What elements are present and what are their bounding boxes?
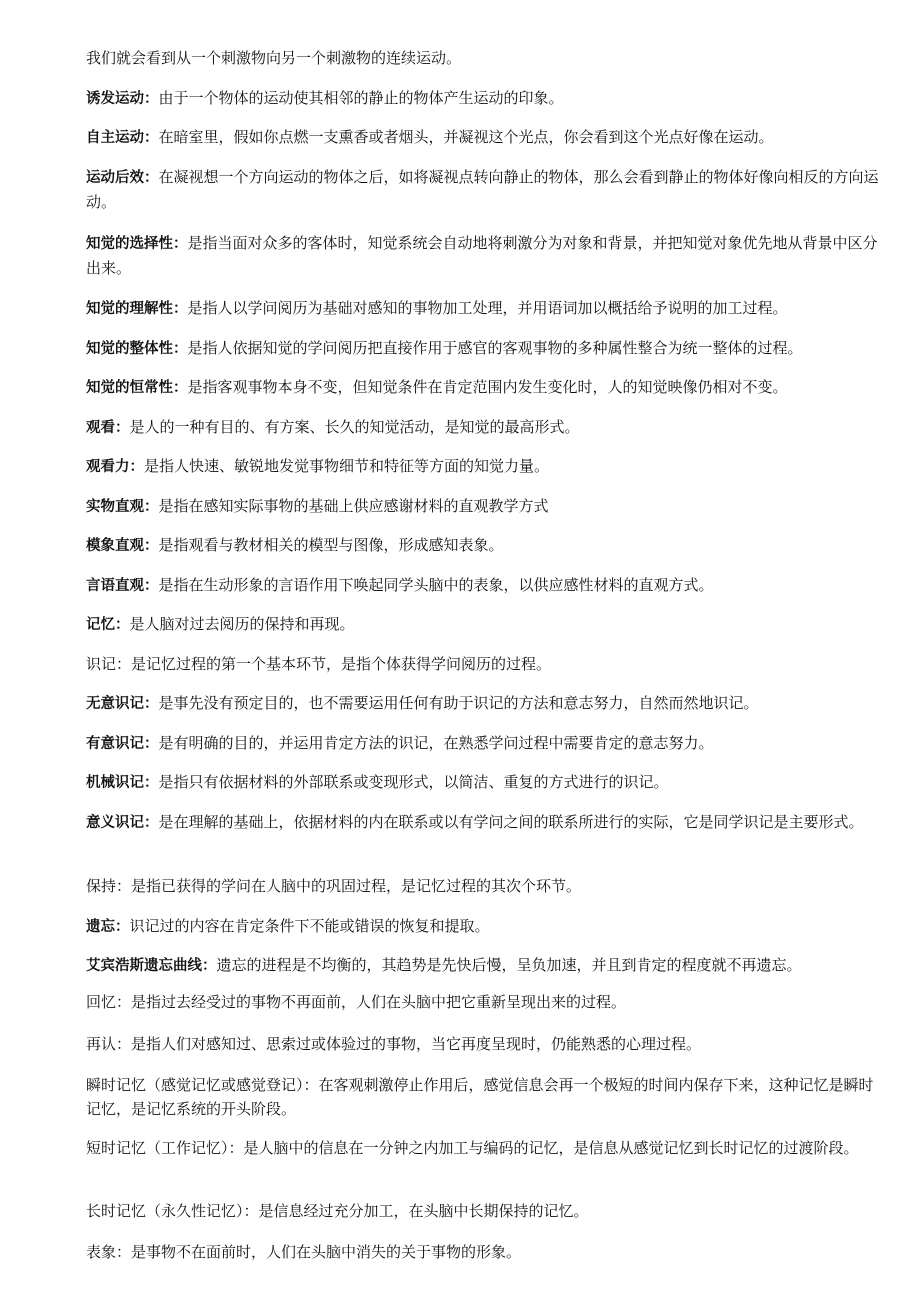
term-separator: ： — [173, 236, 188, 252]
term-label: 短时记忆（工作记忆） — [86, 1139, 229, 1157]
paragraph — [86, 691, 886, 716]
term-label: 知觉的整体性 — [86, 341, 173, 357]
paragraph — [86, 533, 886, 558]
term-label: 运动后效 — [86, 170, 144, 186]
term-label: 知觉的选择性 — [86, 236, 173, 252]
definition-text: 在凝视想一个方向运动的物体之后，如将凝视点转向静止的物体，那么会看到静止的物体好像向相反的方向运动。 — [86, 168, 879, 211]
paragraph — [86, 1199, 886, 1223]
definition-text: 是指人们对感知过、思索过或体验过的事物，当它再度呈现时，仍能熟悉的心理过程。 — [131, 1035, 702, 1053]
paragraph — [86, 612, 886, 637]
definition-text: 遗忘的进程是不均衡的，其趋势是先快后慢，呈负加速，并且到肯定的程度就不再遗忘。 — [216, 956, 802, 974]
paragraph — [86, 231, 886, 280]
term-separator: ： — [228, 1139, 244, 1157]
term-separator: ： — [144, 775, 159, 791]
term-label: 自主运动 — [86, 130, 144, 146]
definition-text: 是事先没有预定目的，也不需要运用任何有助于识记的方法和意志努力，自然而然地识记。 — [158, 694, 759, 712]
term-label: 有意识记 — [86, 736, 144, 752]
term-label: 诱发运动 — [86, 91, 144, 107]
definition-text: 是人的一种有目的、有方案、长久的知觉活动，是知觉的最高形式。 — [129, 418, 580, 436]
term-separator: ： — [173, 301, 188, 317]
paragraph — [86, 1073, 886, 1121]
paragraph — [86, 731, 886, 756]
paragraph — [86, 953, 886, 978]
term-label: 知觉的理解性 — [86, 301, 173, 317]
definition-text: 是在理解的基础上，依据材料的内在联系或以有学问之间的联系所进行的实际，它是同学识记是主要形式。 — [158, 813, 864, 831]
definition-text: 是指已获得的学问在人脑中的巩固过程，是记忆过程的其次个环节。 — [131, 877, 582, 895]
paragraph — [86, 1136, 886, 1160]
paragraph — [86, 454, 886, 479]
definition-text: 是指人依据知觉的学问阅历把直接作用于感官的客观事物的多种属性整合为统一整体的过程。 — [187, 339, 803, 357]
term-separator: ： — [144, 91, 159, 107]
term-label: 回忆 — [86, 993, 117, 1011]
term-separator: ： — [116, 877, 132, 895]
definition-text: 由于一个物体的运动使其相邻的静止的物体产生运动的印象。 — [158, 89, 564, 107]
paragraph — [86, 125, 886, 150]
definition-text: 我们就会看到从一个刺激物向另一个刺激物的连续运动。 — [86, 49, 462, 67]
term-separator: ： — [116, 1035, 132, 1053]
definition-text: 是指人快速、敏锐地发觉事物细节和特征等方面的知觉力量。 — [144, 457, 550, 475]
term-label: 言语直观 — [86, 578, 144, 594]
term-separator: ： — [243, 1202, 259, 1220]
term-label: 实物直观 — [86, 499, 144, 515]
term-separator: ： — [144, 538, 159, 554]
paragraph — [86, 652, 886, 676]
definition-text: 是人脑中的信息在一分钟之内加工与编码的记忆，是信息从感觉记忆到长时记忆的过渡阶段。 — [243, 1139, 859, 1157]
definition-text: 是指当面对众多的客体时，知觉系统会自动地将刺激分为对象和背景，并把知觉对象优先地从背景中区分出来。 — [86, 234, 878, 277]
paragraph — [86, 415, 886, 440]
term-label: 识记 — [86, 655, 117, 673]
term-label: 观看力 — [86, 459, 130, 475]
definition-text: 是事物不在面前时，人们在头脑中消失的关于事物的形象。 — [131, 1243, 522, 1261]
paragraph — [86, 375, 886, 400]
definition-text: 是指观看与教材相关的模型与图像，形成感知表象。 — [158, 536, 504, 554]
paragraph — [86, 165, 886, 214]
term-separator: ： — [144, 170, 159, 186]
paragraph — [86, 1032, 886, 1056]
definition-text: 识记过的内容在肯定条件下不能或错误的恢复和提取。 — [129, 917, 490, 935]
term-separator: ： — [173, 341, 188, 357]
definition-text: 在客观刺激停止作用后，感觉信息会再一个极短的时间内保存下来，这种记忆是瞬时记忆，是记忆系统的开头阶段。 — [86, 1076, 874, 1118]
term-label: 瞬时记忆（感觉记忆或感觉登记） — [86, 1076, 304, 1094]
paragraph — [86, 770, 886, 795]
paragraph — [86, 86, 886, 111]
term-separator: ： — [144, 578, 159, 594]
term-separator: ： — [116, 993, 132, 1011]
term-label: 遗忘 — [86, 919, 115, 935]
definition-text: 是信息经过充分加工，在头脑中长期保持的记忆。 — [258, 1202, 589, 1220]
definition-text: 在暗室里，假如你点燃一支熏香或者烟头，并凝视这个光点，你会看到这个光点好像在运动。 — [158, 128, 774, 146]
term-label: 艾宾浩斯遗忘曲线 — [86, 958, 202, 974]
paragraph — [86, 810, 886, 835]
term-separator: ： — [303, 1076, 319, 1094]
definition-text: 是指在感知实际事物的基础上供应感谢材料的直观教学方式 — [158, 497, 549, 515]
definition-text: 是记忆过程的第一个基本环节，是指个体获得学问阅历的过程。 — [131, 655, 552, 673]
definition-text: 是指人以学问阅历为基础对感知的事物加工处理，并用语词加以概括给予说明的加工过程。 — [187, 299, 788, 317]
definition-text: 是指过去经受过的事物不再面前，人们在头脑中把它重新呈现出来的过程。 — [131, 993, 627, 1011]
term-separator: ： — [144, 130, 159, 146]
term-separator: ： — [202, 958, 217, 974]
paragraph — [86, 296, 886, 321]
paragraph — [86, 573, 886, 598]
paragraph — [86, 494, 886, 519]
term-label: 记忆 — [86, 617, 115, 633]
term-label: 机械识记 — [86, 775, 144, 791]
term-separator: ： — [116, 1243, 132, 1261]
paragraph — [86, 990, 886, 1014]
term-separator: ： — [144, 696, 159, 712]
term-separator: ： — [144, 499, 159, 515]
term-label: 模象直观 — [86, 538, 144, 554]
term-separator: ： — [129, 459, 144, 475]
paragraph — [86, 46, 886, 70]
definition-text: 是有明确的目的，并运用肯定方法的识记，在熟悉学问过程中需要肯定的意志努力。 — [158, 734, 714, 752]
term-separator: ： — [144, 815, 159, 831]
definition-text: 是指在生动形象的言语作用下唤起同学头脑中的表象，以供应感性材料的直观方式。 — [158, 576, 714, 594]
paragraph — [86, 914, 886, 939]
term-label: 知觉的恒常性 — [86, 380, 173, 396]
term-separator: ： — [115, 617, 130, 633]
term-separator: ： — [144, 736, 159, 752]
definition-text: 是指客观事物本身不变，但知觉条件在肯定范围内发生变化时，人的知觉映像仍相对不变。 — [187, 378, 788, 396]
term-separator: ： — [115, 420, 130, 436]
definition-text: 是人脑对过去阅历的保持和再现。 — [129, 615, 355, 633]
definition-text: 是指只有依据材料的外部联系或变现形式，以简洁、重复的方式进行的识记。 — [158, 773, 669, 791]
term-label: 长时记忆（永久性记忆） — [86, 1202, 244, 1220]
term-label: 保持 — [86, 877, 117, 895]
paragraph — [86, 1240, 886, 1264]
term-label: 无意识记 — [86, 696, 144, 712]
term-label: 意义识记 — [86, 815, 144, 831]
paragraph — [86, 336, 886, 361]
term-label: 表象 — [86, 1243, 117, 1261]
term-label: 观看 — [86, 420, 115, 436]
paragraph — [86, 874, 886, 898]
term-separator: ： — [173, 380, 188, 396]
term-label: 再认 — [86, 1035, 117, 1053]
term-separator: ： — [116, 655, 132, 673]
term-separator: ： — [115, 919, 130, 935]
